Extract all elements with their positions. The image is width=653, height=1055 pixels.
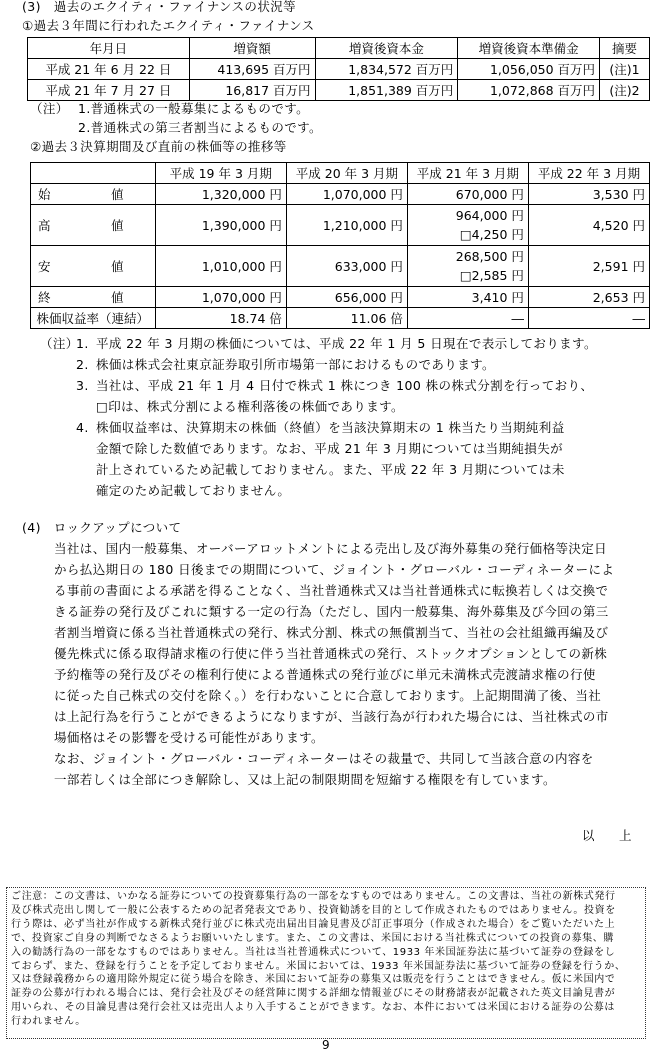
cell-value: 1,010,000 円: [155, 246, 286, 287]
paragraph-line: 予約権等の発行及びその権利行使による普通株式の発行並びに単元未満株式売渡請求権の行使: [54, 667, 596, 682]
note-number: 2.: [76, 357, 89, 372]
note-text: 確定のため記載しておりません。: [96, 483, 291, 498]
cell-value: 3,530 円: [528, 184, 649, 205]
note-text: 計上されているため記載しておりません。また、平成 22 年 3 月期については未: [96, 462, 565, 477]
table-header-row: [31, 163, 650, 184]
notes-2-label: （注）: [40, 336, 79, 351]
table-row: [28, 59, 650, 80]
stock-price-table: [30, 162, 650, 329]
paragraph-line: 一部若しくは全部につき解除し、又は上記の制限期間を短縮する権限を有しています。: [54, 772, 556, 787]
note-number: 1.: [76, 336, 89, 351]
disclaimer-line: 用いられ、その目論見書は発行会社又は売出人より入手することができます。なお、本件においては米国における証券の公募は: [11, 1002, 615, 1014]
subsection-1-title: ①過去３年間に行われたエクイティ・ファイナンス: [22, 18, 315, 33]
table-row: [28, 80, 650, 101]
cell-value: 1,320,000 円: [155, 184, 286, 205]
table-header-row: [28, 38, 650, 59]
cell-capital: 1,851,389 百万円: [315, 80, 458, 101]
row-label: 終 値: [31, 287, 156, 308]
cell-value: 1,210,000 円: [286, 205, 407, 246]
row-label: 高 値: [31, 205, 156, 246]
paragraph-line: 場価格はその影響を受ける可能性があります。: [54, 730, 324, 745]
table-row-low: [31, 246, 650, 287]
cell-value: 3,410 円: [407, 287, 528, 308]
cell-value-dual: [407, 246, 528, 287]
table-row-opening: [31, 184, 650, 205]
disclaimer-line: 証券の公募が行われる場合には、発行会社及びその経営陣に関する詳細な情報並びにその財務諸表が記載された英文目論見書が: [11, 988, 616, 1000]
cell-value-post-split: □4,250 円: [459, 227, 524, 242]
row-label: 安 値: [31, 246, 156, 287]
header-reserve: 増資後資本準備金: [458, 38, 600, 59]
subsection-2-title: ②過去３決算期間及び直前の株価等の推移等: [30, 139, 287, 154]
section-3-heading: (3) 過去のエクイティ・ファイナンスの状況等: [22, 0, 297, 14]
disclaimer-line: 行われません。: [11, 1016, 86, 1028]
disclaimer-line: ておらず、また、登録を行うことを予定しておりません。米国においては、1933 年米国証券法に基づいて証券の登録を行うか、: [11, 960, 626, 972]
cell-date: 平成 21 年 6 月 22 日: [28, 59, 190, 80]
cell-value: 656,000 円: [286, 287, 407, 308]
note-text: 当社は、平成 21 年 1 月 4 日付で株式 1 株につき 100 株の株式分割を行っており、: [96, 378, 594, 393]
cell-capital: 1,834,572 百万円: [315, 59, 458, 80]
cell-value: 2,653 円: [528, 287, 649, 308]
header-fy22: 平成 22 年 3 月期: [528, 163, 649, 184]
disclaimer-line: 行う際は、必ず当社が作成する新株式発行並びに株式売出届出目論見書及び訂正事項分（作成された場合）をご覧いただいた上: [11, 918, 616, 930]
disclaimer-line: で、投資家ご自身の判断でなさるようお願いいたします。また、この文書は、米国における当社株式についての投資の募集、購: [11, 932, 614, 944]
row-label: 株価収益率（連結）: [31, 308, 156, 329]
paragraph-line: 当社は、国内一般募集、オーバーアロットメントによる売出し及び海外募集の発行価格等決定日: [54, 541, 608, 556]
header-remarks: 摘要: [600, 38, 650, 59]
note-number: 3.: [76, 378, 89, 393]
paragraph-line: なお、ジョイント・グローバル・コーディネーターはその裁量で、共同して当該合意の内容を: [54, 751, 594, 766]
paragraph-line: に従った自己株式の交付を除く。）を行わないことに合意しております。上記期間満了後、当社: [54, 688, 602, 703]
cell-value: ―: [407, 308, 528, 329]
header-blank: [31, 163, 156, 184]
disclaimer-box: [6, 887, 646, 1039]
note-1-item: 1.普通株式の一般募集によるものです。: [78, 101, 310, 116]
note-text: 株価は株式会社東京証券取引所市場第一部におけるものであります。: [96, 357, 495, 372]
table-row-per: [31, 308, 650, 329]
table-row-closing: [31, 287, 650, 308]
paragraph-line: る事前の書面による承諾を得ることなく、当社普通株式又は当社普通株式に転換若しくは交換で: [54, 583, 609, 598]
section-4-heading: (4) ロックアップについて: [22, 520, 182, 535]
header-capital: 増資後資本金: [315, 38, 458, 59]
cell-value: 670,000 円: [407, 184, 528, 205]
cell-value: 18.74 倍: [155, 308, 286, 329]
cell-reserve: 1,056,050 百万円: [458, 59, 600, 80]
cell-remarks: (注)2: [600, 80, 650, 101]
paragraph-line: きる証券の発行及びこれに類する一定の行為（ただし、国内一般募集、海外募集及び今回の第三: [54, 604, 609, 619]
header-increase: 増資額: [189, 38, 315, 59]
header-fy20: 平成 20 年 3 月期: [286, 163, 407, 184]
cell-value-post-split: □2,585 円: [459, 268, 524, 283]
cell-value-dual: [407, 205, 528, 246]
cell-value: 4,520 円: [528, 205, 649, 246]
note-number: 4.: [76, 420, 89, 435]
table-row-high: [31, 205, 650, 246]
disclaimer-line: 又は登録義務からの適用除外規定に従う場合を除き、米国において証券の募集又は販売を行うことはできません。仮に米国内で: [11, 974, 616, 986]
row-label: 始 値: [31, 184, 156, 205]
disclaimer-line: 及び株式売出し関して一般に公表するための記者発表文であり、投資勧誘を目的として作成されたものではありません。投資を: [11, 904, 616, 916]
cell-value: 2,591 円: [528, 246, 649, 287]
disclaimer-line: ご注意：この文書は、いかなる証券についての投資募集行為の一部をなすものではありません。この文書は、当社の新株式発行: [11, 891, 616, 902]
cell-value: ―: [528, 308, 649, 329]
closing-mark: 以 上: [582, 828, 638, 843]
note-text: 株価収益率は、決算期末の株価（終値）を当該決算期末の 1 株当たり当期純利益: [96, 420, 565, 435]
cell-value: 964,000 円: [455, 208, 524, 223]
paragraph-line: は上記行為を行うことができるようになりますが、当該行為が行われた場合には、当社株式の市: [54, 709, 609, 724]
cell-date: 平成 21 年 7 月 27 日: [28, 80, 190, 101]
paragraph-line: 者割当増資に係る当社普通株式の発行、株式分割、株式の無償割当て、当社の会社組織再編及び: [54, 625, 609, 640]
disclaimer-line: 入の勧誘行為の一部をなすものではありません。当社は当社普通株式について、1933 年米国証券法に基づいて証券の登録をし: [11, 946, 616, 958]
notes-1-label: （注）: [30, 101, 69, 116]
paragraph-line: 優先株式に係る取得請求権の行使に伴う当社普通株式の発行、ストックオプションとしての新株: [54, 646, 608, 661]
page-number: 9: [322, 1038, 330, 1052]
header-date: 年月日: [28, 38, 190, 59]
cell-value: 633,000 円: [286, 246, 407, 287]
header-fy21: 平成 21 年 3 月期: [407, 163, 528, 184]
cell-value: 1,070,000 円: [155, 287, 286, 308]
cell-value: 11.06 倍: [286, 308, 407, 329]
cell-reserve: 1,072,868 百万円: [458, 80, 600, 101]
note-text: 金額で除した数値であります。なお、平成 21 年 3 月期については当期純損失が: [96, 441, 564, 456]
paragraph-line: から払込期日の 180 日後までの期間について、ジョイント・グローバル・コーディネーターによ: [54, 562, 615, 577]
cell-value: 268,500 円: [455, 249, 524, 264]
equity-finance-table: [27, 37, 650, 101]
note-1-item: 2.普通株式の第三者割当によるものです。: [78, 120, 322, 135]
cell-remarks: (注)1: [600, 59, 650, 80]
cell-increase: 413,695 百万円: [189, 59, 315, 80]
cell-value: 1,390,000 円: [155, 205, 286, 246]
header-fy19: 平成 19 年 3 月期: [155, 163, 286, 184]
note-text: □印は、株式分割による権利落後の株価であります。: [96, 399, 404, 414]
cell-increase: 16,817 百万円: [189, 80, 315, 101]
cell-value: 1,070,000 円: [286, 184, 407, 205]
note-text: 平成 22 年 3 月期の株価については、平成 22 年 1 月 5 日現在で表示しております。: [96, 336, 597, 351]
